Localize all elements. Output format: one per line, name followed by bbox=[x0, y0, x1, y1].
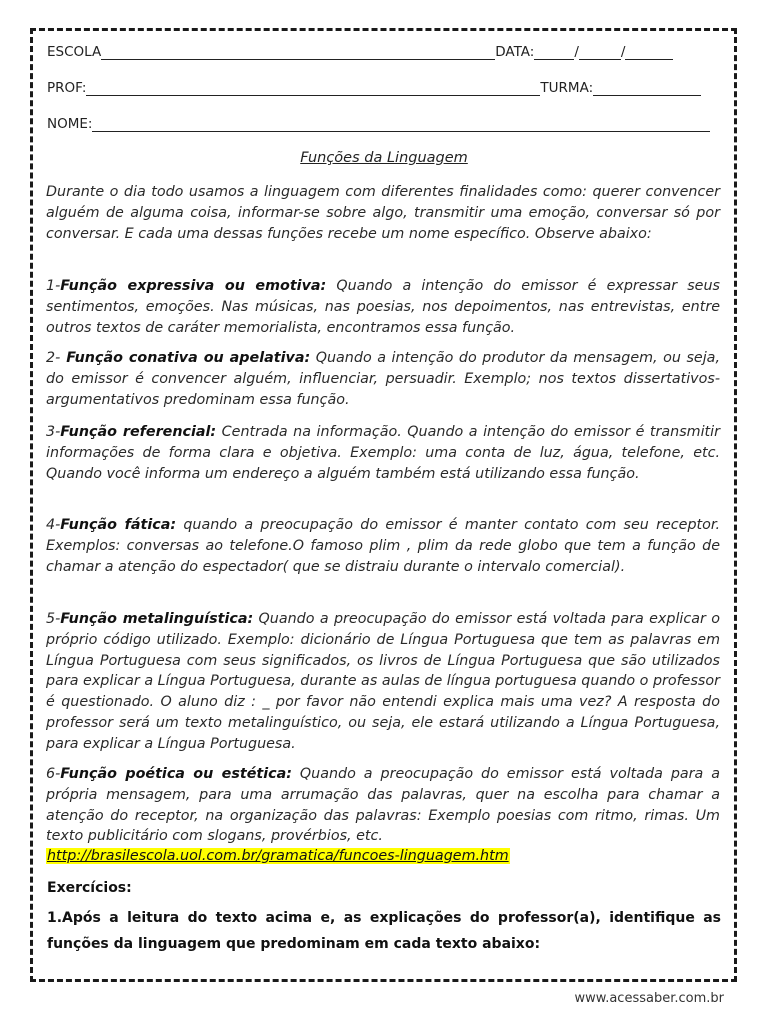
turma-field[interactable] bbox=[593, 82, 701, 96]
function-2-text: Quando a intenção do produtor da mensagem, ou seja, do emissor é convencer alguém, influenciar, persuadir. Exemplo; nos textos dissertativos-argumentativos predominam essa função. bbox=[46, 350, 720, 408]
escola-label: ESCOLA bbox=[47, 44, 102, 60]
function-5-paragraph bbox=[46, 609, 720, 755]
function-6-name: Função poética ou estética: bbox=[60, 766, 292, 782]
data-label: DATA: bbox=[495, 44, 535, 60]
page-title: Funções da Linguagem bbox=[300, 150, 468, 166]
header-row-name bbox=[47, 116, 710, 132]
date-day-field[interactable] bbox=[534, 46, 574, 60]
prof-field[interactable] bbox=[86, 82, 540, 96]
date-separator: / bbox=[574, 44, 579, 60]
function-1-number: 1- bbox=[46, 278, 61, 294]
function-3-number: 3- bbox=[46, 424, 61, 440]
intro-paragraph: Durante o dia todo usamos a linguagem com diferentes finalidades como: querer convencer alguém de alguma coisa, informar-se sobre algo, transmitir uma emoção, conversar só por conversar. E cada uma dessas funções recebe um nome específico. Observe abaixo: bbox=[46, 184, 720, 242]
function-5-name: Função metalinguística: bbox=[60, 611, 254, 627]
source-link[interactable]: http://brasilescola.uol.com.br/gramatica/funcoes-linguagem.htm bbox=[47, 848, 509, 864]
date-month-field[interactable] bbox=[579, 46, 621, 60]
function-6-number: 6- bbox=[46, 766, 61, 782]
function-6-paragraph bbox=[46, 764, 720, 847]
function-3-name: Função referencial: bbox=[60, 424, 217, 440]
function-2-name: Função conativa ou apelativa: bbox=[60, 350, 311, 366]
function-5-number: 5- bbox=[46, 611, 61, 627]
function-3-paragraph bbox=[46, 422, 720, 484]
function-5-text: Quando a preocupação do emissor está voltada para explicar o próprio código utilizado. Exemplo: dicionário de Língua Portuguesa que tem as palavras em Língua Portuguesa com seus significados, os livros de Língua Portuguesa que são utilizados para explicar a Língua Portuguesa, durante as aulas de língua portuguesa quando o professor é questionado. O aluno diz : _ por favor não entendi explica mais uma vez? A resposta do professor será um texto metalinguístico, ou seja, ele estará utilizando a Língua Portuguesa, para explicar a Língua Portuguesa. bbox=[46, 611, 720, 752]
function-4-number: 4- bbox=[46, 517, 61, 533]
exercise-question-1: 1.Após a leitura do texto acima e, as explicações do professor(a), identifique as funções da linguagem que predominam em cada texto abaixo: bbox=[47, 910, 721, 952]
nome-field[interactable] bbox=[92, 118, 710, 132]
footer-site[interactable]: www.acessaber.com.br bbox=[574, 991, 724, 1006]
function-3-text: Centrada na informação. Quando a intenção do emissor é transmitir informações de forma clara e objetiva. Exemplo: uma conta de luz, água, telefone, etc. Quando você informa um endereço a alguém também está utilizando essa função. bbox=[46, 424, 720, 482]
date-separator: / bbox=[620, 44, 626, 60]
function-1-name: Função expressiva ou emotiva: bbox=[60, 278, 327, 294]
turma-label: TURMA: bbox=[540, 80, 594, 96]
header-row-school bbox=[47, 44, 673, 60]
function-1-text: Quando a intenção do emissor é expressar seus sentimentos, emoções. Nas músicas, nas poesias, nos depoimentos, nas entrevistas, entre outros textos de caráter memorialista, encontramos essa função. bbox=[46, 278, 720, 336]
prof-label: PROF: bbox=[47, 80, 87, 96]
nome-label: NOME: bbox=[47, 116, 93, 132]
header-row-prof bbox=[47, 80, 701, 96]
function-2-number: 2- bbox=[46, 350, 61, 366]
function-2-paragraph bbox=[46, 348, 720, 410]
escola-field[interactable] bbox=[101, 46, 495, 60]
function-4-name: Função fática: bbox=[60, 517, 177, 533]
date-year-field[interactable] bbox=[625, 46, 673, 60]
function-4-text: quando a preocupação do emissor é manter contato com seu receptor. Exemplos: conversas ao telefone.O famoso plim , plim da rede globo que tem a função de chamar a atenção do espectador( que se distraiu durante o intervalo comercial). bbox=[46, 517, 720, 575]
exercises-title: Exercícios: bbox=[47, 880, 132, 896]
function-6-text: Quando a preocupação do emissor está voltada para a própria mensagem, para uma arrumação das palavras, quer na escolha para chamar a atenção do receptor, na organização das palavras: Exemplo poesias com ritmo, rimas. Um texto publicitário com slogans, provérbios, etc. bbox=[46, 766, 720, 845]
function-1-paragraph bbox=[46, 276, 720, 338]
function-4-paragraph bbox=[46, 515, 720, 577]
